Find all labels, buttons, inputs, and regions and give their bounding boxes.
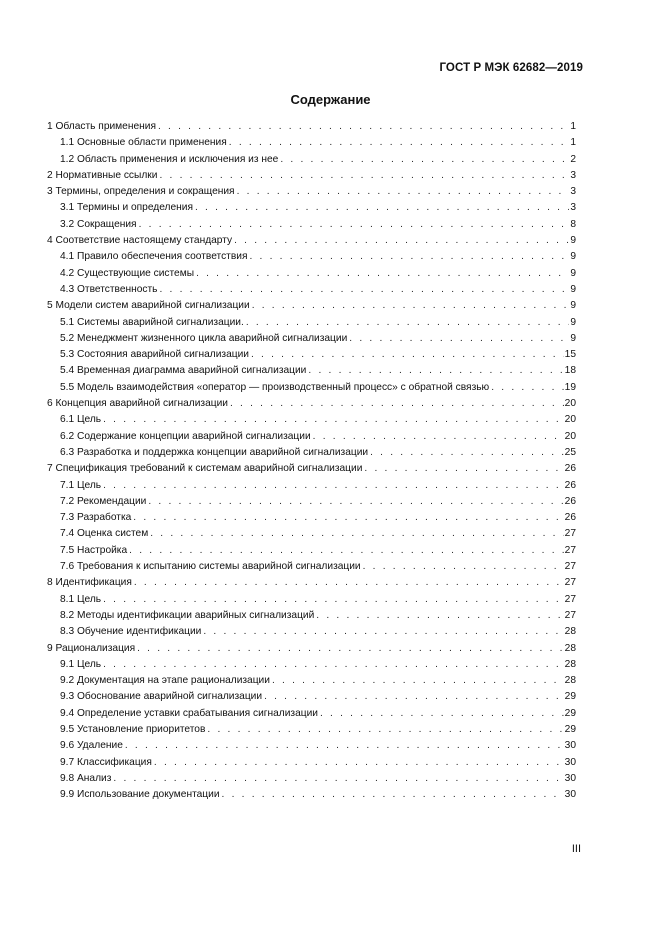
- toc-dot-leader: [113, 771, 563, 787]
- toc-dot-leader: [159, 168, 569, 184]
- toc-dot-leader: [158, 119, 569, 135]
- toc-entry-page: 1: [570, 137, 576, 149]
- toc-subsection-entry[interactable]: [47, 412, 576, 428]
- toc-dot-leader: [133, 510, 563, 526]
- toc-subsection-entry[interactable]: [47, 445, 576, 461]
- toc-subsection-entry[interactable]: [47, 494, 576, 510]
- toc-entry-page: 27: [564, 561, 576, 573]
- toc-dot-leader: [229, 135, 570, 151]
- document-id: ГОСТ Р МЭК 62682—2019: [439, 62, 583, 74]
- toc-dot-leader: [313, 429, 564, 445]
- toc-entry-label: 8.1 Цель: [60, 593, 102, 605]
- toc-dot-leader: [308, 363, 563, 379]
- toc-entry-label: 7.3 Разработка: [60, 512, 132, 524]
- toc-section-entry[interactable]: [47, 298, 576, 314]
- toc-entry-label: 6 Концепция аварийной сигнализации: [47, 398, 228, 410]
- toc-entry-label: 7.5 Настройка: [60, 544, 128, 556]
- toc-entry-page: 27: [564, 593, 576, 605]
- toc-subsection-entry[interactable]: [47, 315, 576, 331]
- toc-dot-leader: [203, 624, 563, 640]
- toc-subsection-entry[interactable]: [47, 429, 576, 445]
- toc-entry-page: 30: [564, 772, 576, 784]
- toc-entry-label: 6.2 Содержание концепции аварийной сигнализации: [60, 430, 311, 442]
- toc-subsection-entry[interactable]: [47, 282, 576, 298]
- toc-subsection-entry[interactable]: [47, 266, 576, 282]
- toc-entry-label: 7.6 Требования к испытанию системы аварийной сигнализации: [60, 561, 361, 573]
- toc-entry-page: 30: [564, 740, 576, 752]
- toc-entry-page: 1: [570, 121, 576, 132]
- toc-subsection-entry[interactable]: [47, 673, 576, 689]
- toc-dot-leader: [148, 494, 563, 510]
- toc-dot-leader: [150, 526, 563, 542]
- toc-subsection-entry[interactable]: [47, 787, 576, 803]
- toc-subsection-entry[interactable]: [47, 608, 576, 624]
- toc-subsection-entry[interactable]: [47, 543, 576, 559]
- toc-entry-page: 8: [570, 218, 576, 230]
- toc-dot-leader: [125, 738, 564, 754]
- toc-subsection-entry[interactable]: [47, 559, 576, 575]
- toc-entry-label: 5.3 Состояния аварийной сигнализации: [60, 349, 249, 361]
- toc-entry-page: 9: [570, 316, 576, 328]
- toc-dot-leader: [154, 755, 564, 771]
- toc-entry-label: 3 Термины, определения и сокращения: [47, 186, 235, 198]
- toc-entry-label: 5.2 Менеджмент жизненного цикла аварийной сигнализации: [60, 332, 348, 344]
- toc-dot-leader: [491, 380, 563, 396]
- toc-section-entry[interactable]: [47, 641, 576, 657]
- toc-dot-leader: [252, 298, 570, 314]
- toc-entry-page: 27: [564, 609, 576, 621]
- toc-entry-page: 20: [564, 414, 576, 426]
- toc-entry-page: 3: [570, 202, 576, 214]
- toc-entry-label: 4.1 Правило обеспечения соответствия: [60, 251, 248, 263]
- toc-dot-leader: [134, 575, 564, 591]
- toc-subsection-entry[interactable]: [47, 363, 576, 379]
- toc-entry-label: 9.5 Установление приоритетов: [60, 723, 206, 735]
- toc-subsection-entry[interactable]: [47, 526, 576, 542]
- toc-subsection-entry[interactable]: [47, 592, 576, 608]
- toc-entry-label: 9.2 Документация на этапе рационализации: [60, 675, 270, 687]
- toc-entry-page: 18: [564, 365, 576, 377]
- toc-dot-leader: [349, 331, 569, 347]
- toc-dot-leader: [129, 543, 564, 559]
- toc-entry-label: 9.1 Цель: [60, 658, 102, 670]
- toc-entry-page: 15: [564, 349, 576, 361]
- toc-entry-label: 7 Спецификация требований к системам аварийной сигнализации: [47, 463, 363, 475]
- toc-dot-leader: [249, 249, 569, 265]
- toc-entry-label: 8 Идентификация: [47, 577, 132, 589]
- toc-entry-label: 9 Рационализация: [47, 642, 136, 654]
- toc-subsection-entry[interactable]: [47, 331, 576, 347]
- toc-subsection-entry[interactable]: [47, 510, 576, 526]
- toc-dot-leader: [103, 412, 564, 428]
- toc-entry-label: 5.5 Модель взаимодействия «оператор — производственный процесс» с обратной связью: [60, 381, 490, 393]
- toc-entry-page: 29: [564, 707, 576, 719]
- toc-section-entry[interactable]: [47, 396, 576, 412]
- toc-dot-leader: [207, 722, 563, 738]
- toc-section-entry[interactable]: [47, 461, 576, 477]
- toc-entry-label: 4.2 Существующие системы: [60, 267, 195, 279]
- toc-entry-page: 26: [564, 479, 576, 491]
- toc-subsection-entry[interactable]: [47, 478, 576, 494]
- toc-dot-leader: [264, 689, 564, 705]
- toc-subsection-entry[interactable]: [47, 347, 576, 363]
- toc-subsection-entry[interactable]: [47, 200, 576, 216]
- toc-entry-page: 3: [570, 186, 576, 198]
- toc-dot-leader: [364, 461, 563, 477]
- toc-entry-label: 3.2 Сокращения: [60, 218, 137, 230]
- toc-dot-leader: [222, 787, 564, 803]
- toc-entry-page: 27: [564, 577, 576, 589]
- toc-entry-label: 9.6 Удаление: [60, 740, 123, 752]
- toc-dot-leader: [103, 592, 564, 608]
- toc-entry-label: 6.3 Разработка и поддержка концепции аварийной сигнализации: [60, 446, 369, 458]
- toc-entry-label: 9.9 Использование документации: [60, 789, 220, 801]
- toc-entry-page: 27: [564, 528, 576, 540]
- toc-entry-label: 1.2 Область применения и исключения из нее: [60, 153, 279, 165]
- toc-entry-label: 1 Область применения: [47, 121, 156, 132]
- toc-dot-leader: [103, 478, 564, 494]
- toc-dot-leader: [237, 184, 570, 200]
- toc-entry-page: 29: [564, 691, 576, 703]
- toc-entry-page: 28: [564, 658, 576, 670]
- toc-entry-label: 1.1 Основные области применения: [60, 137, 227, 149]
- toc-entry-page: 9: [570, 332, 576, 344]
- toc-entry-label: 9.8 Анализ: [60, 772, 112, 784]
- toc-entry-page: 28: [564, 642, 576, 654]
- toc-section-entry[interactable]: [47, 184, 576, 200]
- toc-dot-leader: [137, 641, 564, 657]
- toc-dot-leader: [370, 445, 564, 461]
- toc-dot-leader: [103, 657, 564, 673]
- toc-subsection-entry[interactable]: [47, 755, 576, 771]
- toc-dot-leader: [195, 200, 569, 216]
- toc-dot-leader: [363, 559, 564, 575]
- toc-section-entry[interactable]: [47, 233, 576, 249]
- toc-entry-page: 26: [564, 495, 576, 507]
- page-title: Содержание: [290, 92, 371, 107]
- table-of-contents: [47, 119, 576, 803]
- toc-entry-label: 2 Нормативные ссылки: [47, 169, 158, 181]
- toc-entry-page: 9: [570, 267, 576, 279]
- toc-entry-label: 3.1 Термины и определения: [60, 202, 193, 214]
- toc-dot-leader: [196, 266, 569, 282]
- toc-dot-leader: [272, 673, 564, 689]
- toc-dot-leader: [246, 315, 570, 331]
- toc-entry-page: 30: [564, 756, 576, 768]
- toc-subsection-entry[interactable]: [47, 657, 576, 673]
- toc-entry-label: 8.2 Методы идентификации аварийных сигнализаций: [60, 609, 315, 621]
- toc-dot-leader: [230, 396, 564, 412]
- toc-subsection-entry[interactable]: [47, 380, 576, 396]
- toc-entry-label: 7.4 Оценка систем: [60, 528, 149, 540]
- toc-entry-label: 9.7 Классификация: [60, 756, 152, 768]
- toc-subsection-entry[interactable]: [47, 689, 576, 705]
- toc-dot-leader: [320, 706, 564, 722]
- toc-entry-page: 9: [570, 251, 576, 263]
- toc-entry-label: 7.1 Цель: [60, 479, 102, 491]
- toc-dot-leader: [234, 233, 569, 249]
- toc-entry-page: 25: [564, 446, 576, 458]
- toc-entry-page: 9: [570, 300, 576, 312]
- page-number: III: [571, 843, 581, 855]
- toc-entry-page: 26: [564, 512, 576, 524]
- toc-dot-leader: [316, 608, 563, 624]
- toc-entry-page: 20: [564, 430, 576, 442]
- toc-entry-page: 9: [570, 235, 576, 247]
- toc-subsection-entry[interactable]: [47, 771, 576, 787]
- toc-dot-leader: [251, 347, 564, 363]
- toc-entry-page: 19: [564, 381, 576, 393]
- toc-subsection-entry[interactable]: [47, 217, 576, 233]
- toc-entry-page: 2: [570, 153, 576, 165]
- toc-entry-label: 4 Соответствие настоящему стандарту: [47, 235, 233, 247]
- toc-entry-page: 9: [570, 283, 576, 295]
- toc-subsection-entry[interactable]: [47, 135, 576, 151]
- toc-subsection-entry[interactable]: [47, 738, 576, 754]
- toc-entry-page: 26: [564, 463, 576, 475]
- toc-entry-label: 5.1 Системы аварийной сигнализации.: [60, 316, 244, 328]
- toc-section-entry[interactable]: [47, 119, 576, 135]
- toc-section-entry[interactable]: [47, 168, 576, 184]
- toc-section-entry[interactable]: [47, 575, 576, 591]
- toc-entry-label: 5.4 Временная диаграмма аварийной сигнализации: [60, 365, 307, 377]
- toc-entry-label: 5 Модели систем аварийной сигнализации: [47, 300, 250, 312]
- toc-entry-page: 30: [564, 789, 576, 801]
- toc-entry-page: 3: [570, 169, 576, 181]
- toc-dot-leader: [280, 152, 569, 168]
- toc-subsection-entry[interactable]: [47, 249, 576, 265]
- toc-entry-page: 28: [564, 675, 576, 687]
- toc-dot-leader: [159, 282, 569, 298]
- toc-entry-label: 9.4 Определение уставки срабатывания сигнализации: [60, 707, 318, 719]
- toc-entry-label: 8.3 Обучение идентификации: [60, 626, 202, 638]
- toc-entry-label: 7.2 Рекомендации: [60, 495, 147, 507]
- toc-entry-page: 20: [564, 398, 576, 410]
- toc-subsection-entry[interactable]: [47, 706, 576, 722]
- toc-entry-label: 4.3 Ответственность: [60, 283, 158, 295]
- toc-entry-label: 9.3 Обоснование аварийной сигнализации: [60, 691, 263, 703]
- toc-entry-label: 6.1 Цель: [60, 414, 102, 426]
- toc-subsection-entry[interactable]: [47, 152, 576, 168]
- toc-subsection-entry[interactable]: [47, 722, 576, 738]
- toc-subsection-entry[interactable]: [47, 624, 576, 640]
- toc-entry-page: 27: [564, 544, 576, 556]
- toc-dot-leader: [139, 217, 570, 233]
- toc-entry-page: 29: [564, 723, 576, 735]
- toc-entry-page: 28: [564, 626, 576, 638]
